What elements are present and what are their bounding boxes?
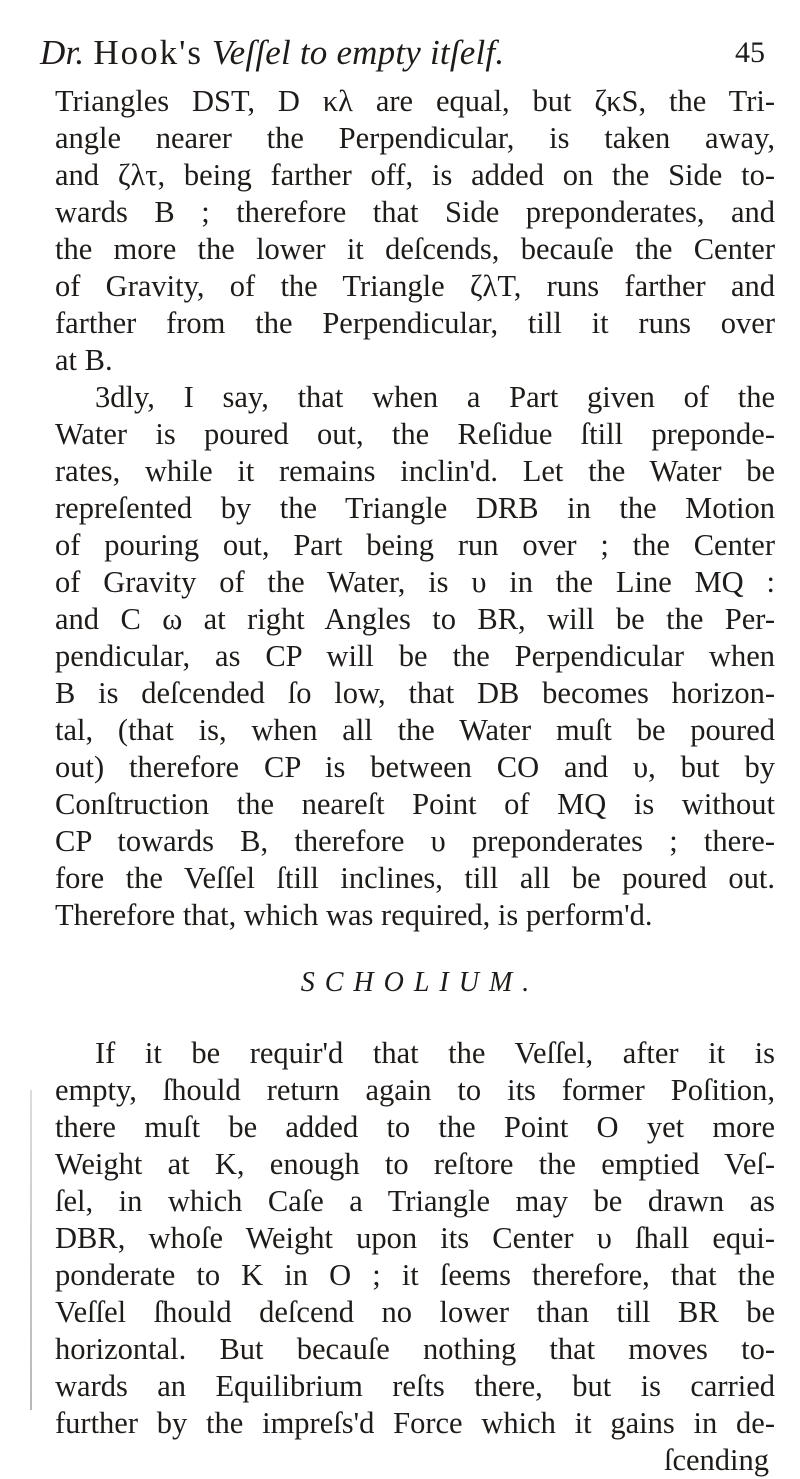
text-line: at B. — [55, 343, 113, 377]
text-line: Water is poured out, the Reſidue ſtill preponde- — [55, 417, 775, 451]
scholium-heading: SCHOLIUM. — [300, 967, 540, 998]
text-line: and ζλτ, being farther off, is added on the Side to- — [55, 158, 775, 192]
text-line: horizontal. But becauſe nothing that moves to- — [55, 1332, 775, 1366]
text-line: further by the impreſs'd Force which it gains in de- — [55, 1406, 775, 1440]
text-line: of Gravity of the Water, is υ in the Line MQ : — [55, 565, 775, 599]
text-line: ponderate to K in O ; it ſeems therefore, that the — [55, 1258, 775, 1292]
text-line: ſel, in which Caſe a Triangle may be drawn as — [55, 1184, 775, 1218]
text-line: Triangles DST, D κλ are equal, but ζκS, the Tri- — [55, 84, 775, 118]
body-text — [55, 83, 775, 1479]
text-line: Veſſel ſhould deſcend no lower than till BR be — [55, 1295, 775, 1329]
text-line: CP towards B, therefore υ preponderates ; there- — [55, 824, 775, 858]
text-line: angle nearer the Perpendicular, is taken away, — [55, 121, 775, 155]
text-line: Conſtruction the neareſt Point of MQ is without — [55, 787, 775, 821]
page-number: 45 — [735, 36, 765, 69]
text-line: the more the lower it deſcends, becauſe the Center — [55, 232, 775, 266]
text-line: and C ω at right Angles to BR, will be the Per- — [55, 602, 775, 636]
text-line: there muſt be added to the Point O yet more — [55, 1110, 775, 1144]
text-line: pendicular, as CP will be the Perpendicular when — [55, 639, 775, 673]
text-line: out) therefore CP is between CO and υ, but by — [55, 750, 775, 784]
running-head — [40, 28, 765, 78]
text-line: Weight at K, enough to reſtore the emptied Veſ- — [55, 1147, 775, 1181]
text-line: fore the Veſſel ſtill inclines, till all be poured out. — [55, 861, 775, 895]
text-line: repreſented by the Triangle DRB in the Motion — [55, 491, 775, 525]
text-line: wards an Equilibrium reſts there, but is carried — [55, 1369, 775, 1403]
text-line: rates, while it remains inclin'd. Let the Water be — [55, 454, 775, 488]
text-line: B is deſcended ſo low, that DB becomes horizon- — [55, 676, 775, 710]
binding-gutter-shadow — [30, 1090, 32, 1410]
text-line: farther from the Perpendicular, till it runs over — [55, 306, 775, 340]
text-line: If it be requir'd that the Veſſel, after it is — [95, 1036, 775, 1070]
text-line: wards B ; therefore that Side preponderates, and — [55, 195, 775, 229]
text-line: tal, (that is, when all the Water muſt be poured — [55, 713, 775, 747]
text-line: empty, ſhould return again to its former Poſition, — [55, 1073, 775, 1107]
text-line: of pouring out, Part being run over ; the Center — [55, 528, 775, 562]
title-prefix: Dr. — [40, 33, 85, 72]
text-line: of Gravity, of the Triangle ζλT, runs farther and — [55, 269, 775, 303]
title-rest: Veſſel to empty itſelf. — [211, 33, 505, 72]
text-line: DBR, whoſe Weight upon its Center υ ſhall equi- — [55, 1221, 775, 1255]
catchword: ſcending — [663, 1443, 769, 1477]
title-author: Hook's — [93, 33, 204, 72]
text-line: 3dly, I say, that when a Part given of the — [95, 380, 775, 414]
text-line: Therefore that, which was required, is perform'd. — [55, 898, 653, 932]
running-title — [40, 33, 504, 72]
